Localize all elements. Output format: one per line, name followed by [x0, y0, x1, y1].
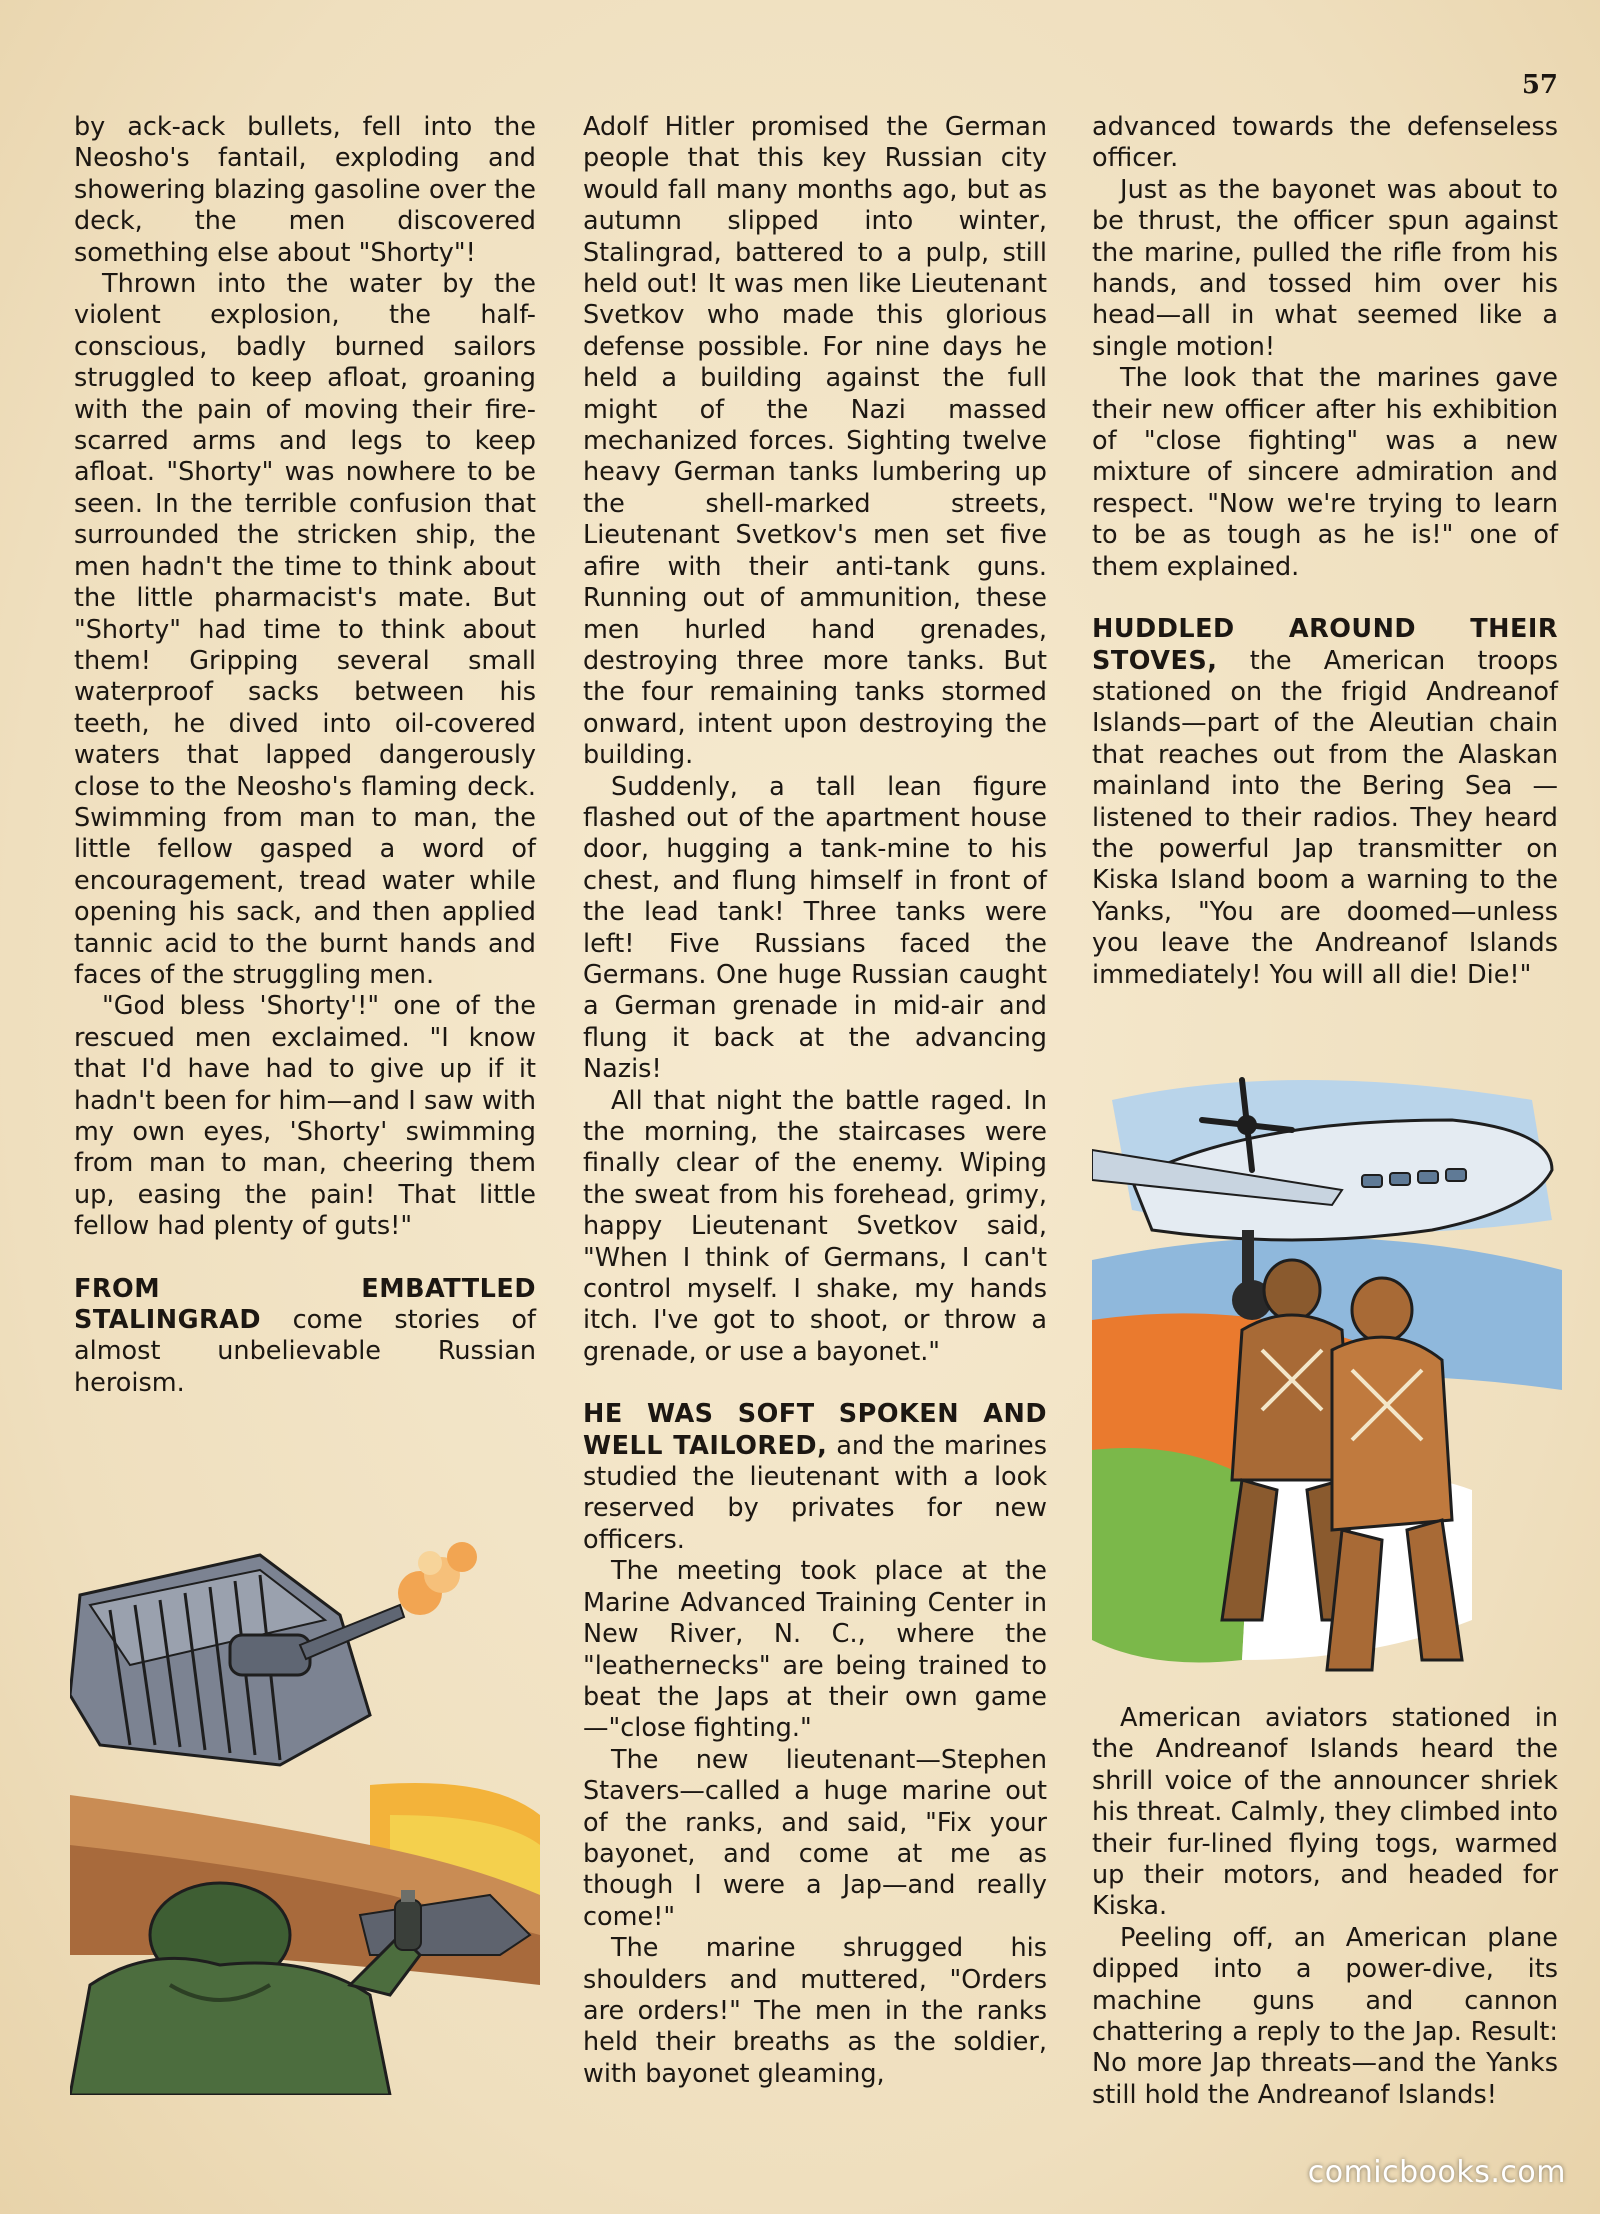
- section-lead-caps: HE WAS SOFT SPOKEN AND WELL TAILORED,: [583, 1399, 1047, 1461]
- paragraph: All that night the battle raged. In the morning, the staircases were finally clear of the enemy. Wiping the sweat from his forehead, grimy, happy Lieutenant Svetkov said, "When I think of Germans, I can't control myself. I shake, my hands itch. I've got to shoot, or throw a grenade, or use a bayonet.": [583, 1085, 1047, 1367]
- paragraph: Just as the bayonet was about to be thrust, the officer spun against the marine, pulled the rifle from his hands, and tossed him over his head—all in what seemed like a single motion!: [1092, 174, 1558, 362]
- paragraph: advanced towards the defenseless officer.: [1092, 112, 1558, 174]
- section-lead-paragraph: [583, 1399, 1047, 1556]
- paragraph: Thrown into the water by the violent explosion, the half-conscious, badly burned sailors struggled to keep afloat, groaning with the pain of moving their fire-scarred arms and legs to keep afloat. "Shorty" was nowhere to be seen. In the terrible confusion that surrounded the stricken ship, the men hadn't the time to think about the little pharmacist's mate. But "Shorty" had time to think about them! Gripping several small waterproof sacks between his teeth, he dived into oil-covered waters that lapped dangerously close to the Neosho's flaming deck. Swimming from man to man, the little fellow gasped a word of encouragement, tread water while opening his sack, and then applied tannic acid to the burnt hands and faces of the struggling men.: [74, 269, 536, 990]
- column-1: [74, 112, 536, 1399]
- section-lead-caps: FROM EMBATTLED STALINGRAD: [74, 1273, 536, 1336]
- aviators-and-plane-illustration: [1092, 1060, 1572, 1700]
- watermark: comicbooks.com: [1307, 2155, 1566, 2190]
- paragraph: "God bless 'Shorty'!" one of the rescued men exclaimed. "I know that I'd have had to give up if it hadn't been for him—and I saw with my own eyes, 'Shorty' swimming from man to man, cheering them up, easing the pain! That little fellow had plenty of guts!": [74, 991, 536, 1242]
- paragraph: Peeling off, an American plane dipped into a power-dive, its machine guns and cannon chattering a reply to the Jap. Result: No more Jap threats—and the Yanks still hold the Andreanof Islands!: [1092, 1922, 1558, 2110]
- paragraph: The marine shrugged his shoulders and muttered, "Orders are orders!" The men in the ranks held their breaths as the soldier, with bayonet gleaming,: [583, 1933, 1047, 2089]
- paragraph: Adolf Hitler promised the German people that this key Russian city would fall many months ago, but as autumn slipped into winter, Stalingrad, battered to a pulp, still held out! It was men like Lieutenant Svetkov who made this glorious defense possible. For nine days he held a building against the full might of the Nazi massed mechanized forces. Sighting twelve heavy German tanks lumbering up the shell-marked streets, Lieutenant Svetkov's men set five afire with their anti-tank guns. Running out of ammunition, these men hurled hand grenades, destroying three more tanks. But the four remaining tanks stormed onward, intent upon destroying the building.: [583, 112, 1047, 771]
- paragraph: Suddenly, a tall lean figure flashed out of the apartment house door, hugging a tank-mine to his chest, and flung himself in front of the lead tank! Three tanks were left! Five Russians faced the Germans. One huge Russian caught a German grenade in mid-air and flung it back at the advancing Nazis!: [583, 771, 1047, 1085]
- paragraph: The look that the marines gave their new officer after his exhibition of "close fighting" was a new mixture of sincere admiration and respect. "Now we're trying to learn to be as tough as he is!" one of them explained.: [1092, 363, 1558, 582]
- tank-battle-illustration: [70, 1515, 550, 2095]
- page-number: 57: [1521, 70, 1558, 100]
- section-lead-caps: HUDDLED AROUND THEIR STOVES,: [1092, 614, 1558, 676]
- paragraph: American aviators stationed in the Andreanof Islands heard the shrill voice of the announcer shriek his threat. Calmly, they climbed into their fur-lined flying togs, warmed up their motors, and headed for Kiska.: [1092, 1703, 1558, 1922]
- column-2: [583, 112, 1047, 2090]
- paragraph: by ack-ack bullets, fell into the Neosho's fantail, exploding and showering blazing gasoline over the deck, the men discovered something else about "Shorty"!: [74, 112, 536, 268]
- section-lead-paragraph: [1092, 614, 1558, 991]
- section-lead-paragraph: [74, 1274, 536, 1400]
- paragraph: The new lieutenant—Stephen Stavers—called a huge marine out of the ranks, and said, "Fix your bayonet, and come at me as though I were a Jap—and really come!": [583, 1744, 1047, 1932]
- column-3-continued: [1092, 1703, 1558, 2111]
- section-lead-text: come stories of almost unbelievable Russian heroism.: [74, 1305, 536, 1398]
- paragraph: The meeting took place at the Marine Advanced Training Center in New River, N. C., where the "leathernecks" are being trained to beat the Japs at their own game—"close fighting.": [583, 1556, 1047, 1744]
- column-3: [1092, 112, 1558, 991]
- section-lead-text: and the marines studied the lieutenant with a look reserved by privates for new officers.: [583, 1430, 1047, 1555]
- section-lead-text: the American troops stationed on the frigid Andreanof Islands—part of the Aleutian chain that reaches out from the Alaskan mainland into the Bering Sea — listened to their radios. They heard the powerful Jap transmitter on Kiska Island boom a warning to the Yanks, "You are doomed—unless you leave the Andreanof Islands immediately! You will all die! Die!": [1092, 645, 1558, 990]
